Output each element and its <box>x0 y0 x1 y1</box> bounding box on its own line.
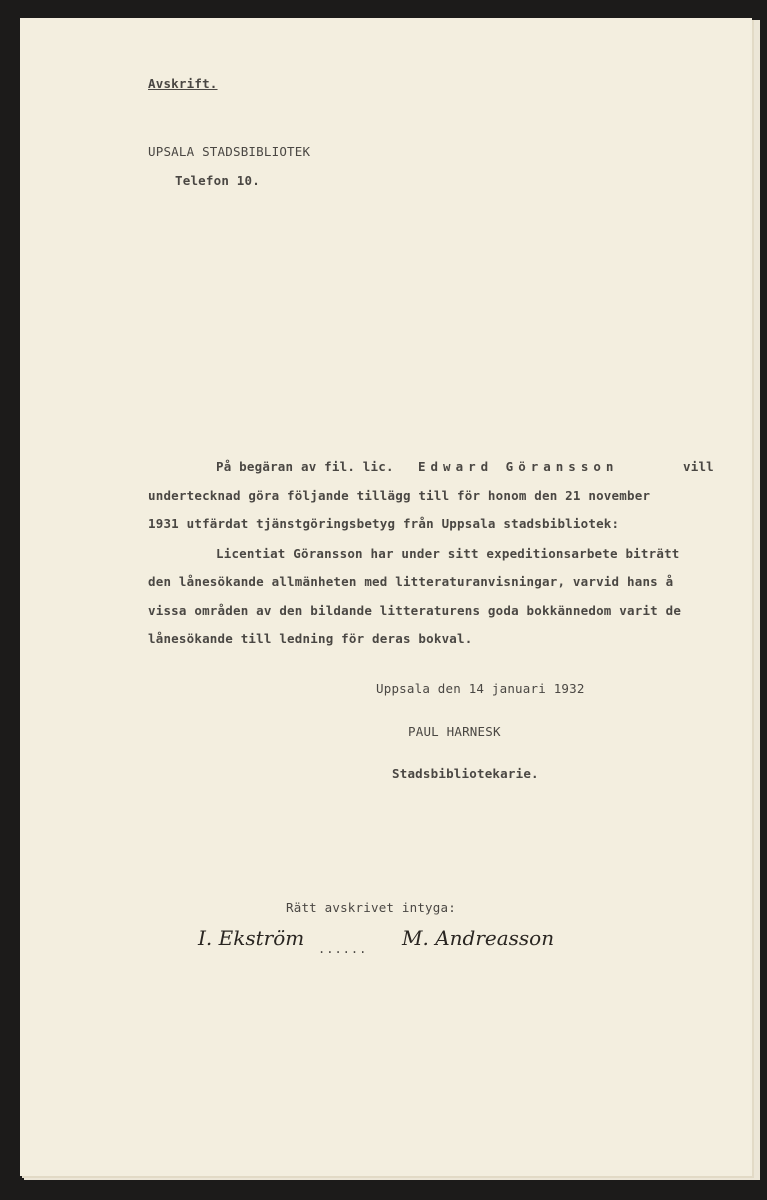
body-line-2: undertecknad göra följande tillägg till för honom den 21 november <box>148 488 651 503</box>
signature-dots: ...... <box>318 942 368 956</box>
body-line-4: Licentiat Göransson har under sitt expeditionsarbete biträtt <box>216 546 680 561</box>
body-line-6: vissa områden av den bildande litteraturens goda bokkännedom varit de <box>148 603 682 618</box>
letterhead-institution: UPSALA STADSBIBLIOTEK <box>148 144 311 159</box>
handwritten-signature-andreasson: M. Andreasson <box>402 926 555 950</box>
document-heading: Avskrift. <box>148 76 218 91</box>
signatory-name: PAUL HARNESK <box>408 724 501 739</box>
handwritten-signature-ekstrom: I. Ekström <box>198 926 305 950</box>
body-line-1a: På begäran av fil. lic. <box>216 459 394 474</box>
certification-line: Rätt avskrivet intyga: <box>286 900 456 915</box>
document-page <box>20 18 752 1176</box>
body-line-7: lånesökande till ledning för deras bokval. <box>148 631 473 646</box>
body-line-3: 1931 utfärdat tjänstgöringsbetyg från Uppsala stadsbibliotek: <box>148 516 620 531</box>
letterhead-phone: Telefon 10. <box>175 173 260 188</box>
body-line-1-name: Edward Göransson <box>418 459 619 474</box>
body-line-1b: vill <box>683 459 714 474</box>
dateline: Uppsala den 14 januari 1932 <box>376 681 585 696</box>
body-line-5: den lånesökande allmänheten med litteraturanvisningar, varvid hans å <box>148 574 674 589</box>
signatory-title: Stadsbibliotekarie. <box>392 766 539 781</box>
